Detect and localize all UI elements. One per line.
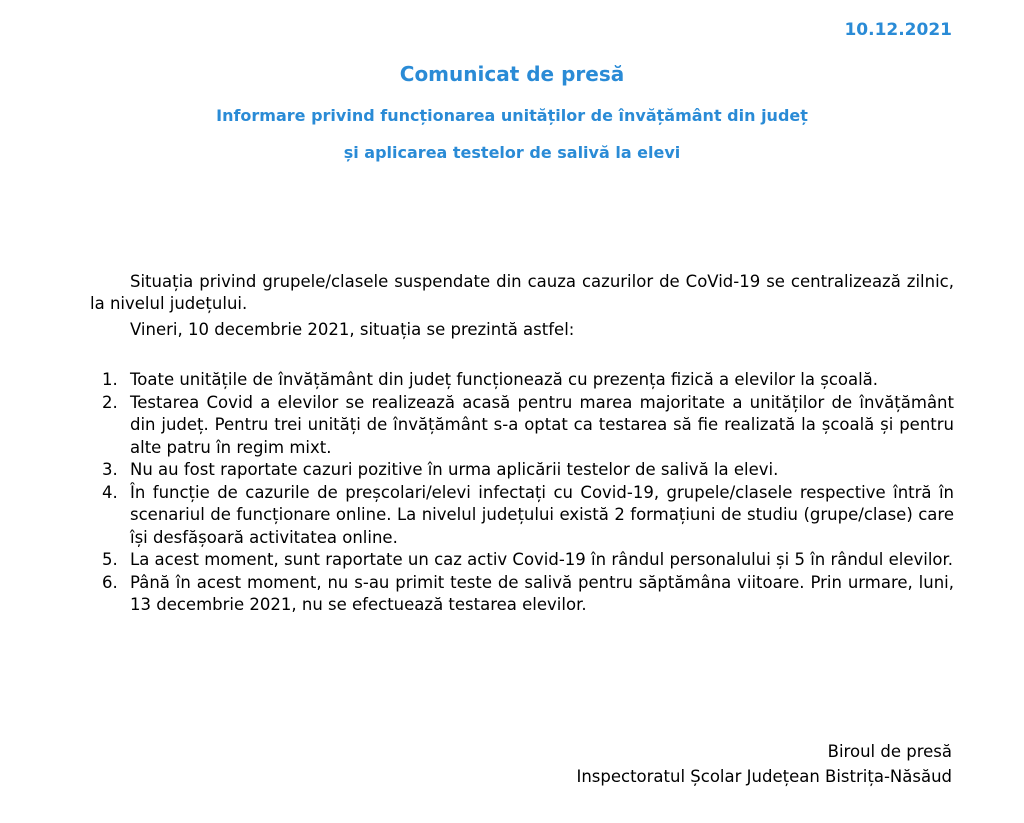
list-item-number: 2. [102, 392, 118, 412]
list-item [90, 392, 954, 460]
list-item [90, 459, 954, 482]
document-date: 10.12.2021 [844, 20, 952, 40]
signature-office: Biroul de presă [827, 742, 952, 761]
list-item [90, 572, 954, 617]
list-item-text: Toate unitățile de învățământ din județ funcționează cu prezența fizică a elevilor la școală. [130, 370, 879, 389]
list-item-text: Nu au fost raportate cazuri pozitive în urma aplicării testelor de salivă la elevi. [130, 460, 779, 479]
list-item [90, 369, 954, 392]
list-item-text: La acest moment, sunt raportate un caz activ Covid-19 în rândul personalului și 5 în rândul elevilor. [130, 550, 954, 569]
list-item-text: În funcție de cazurile de preșcolari/elevi infectați cu Covid-19, grupele/clasele respective întră în scenariul de funcționare online. La nivelul județului există 2 formațiuni de studiu (grupe/clase) care își desfășoară activitatea online. [130, 482, 954, 547]
list-item-number: 1. [102, 370, 118, 389]
document-subtitle-line1: Informare privind funcționarea unităților de învățământ din județ [216, 106, 808, 125]
list-item-number: 6. [102, 572, 118, 592]
situation-list [90, 369, 954, 617]
list-item [90, 549, 954, 572]
list-item-text: Testarea Covid a elevilor se realizează acasă pentru marea majoritate a unităților de învățământ din județ. Pentru trei unități de învățământ s-a optat ca testarea să fie realizată la școală și pentru alte patru în regim mixt. [130, 392, 954, 457]
list-item-number: 4. [102, 482, 118, 502]
intro-paragraph: Situația privind grupele/clasele suspendate din cauza cazurilor de CoVid-19 se centralizează zilnic, la nivelul județului. [90, 272, 954, 313]
list-item-text: Până în acest moment, nu s-au primit teste de salivă pentru săptămâna viitoare. Prin urmare, luni, 13 decembrie 2021, nu se efectuează testarea elevilor. [130, 572, 954, 614]
list-item-number: 5. [102, 550, 118, 569]
list-item [90, 482, 954, 550]
intro-date-line: Vineri, 10 decembrie 2021, situația se prezintă astfel: [130, 320, 575, 339]
document-subtitle-line2: și aplicarea testelor de salivă la elevi [343, 143, 681, 162]
list-item-number: 3. [102, 460, 118, 479]
signature-institution: Inspectoratul Școlar Județean Bistrița-Năsăud [576, 767, 952, 786]
document-title: Comunicat de presă [399, 62, 625, 86]
